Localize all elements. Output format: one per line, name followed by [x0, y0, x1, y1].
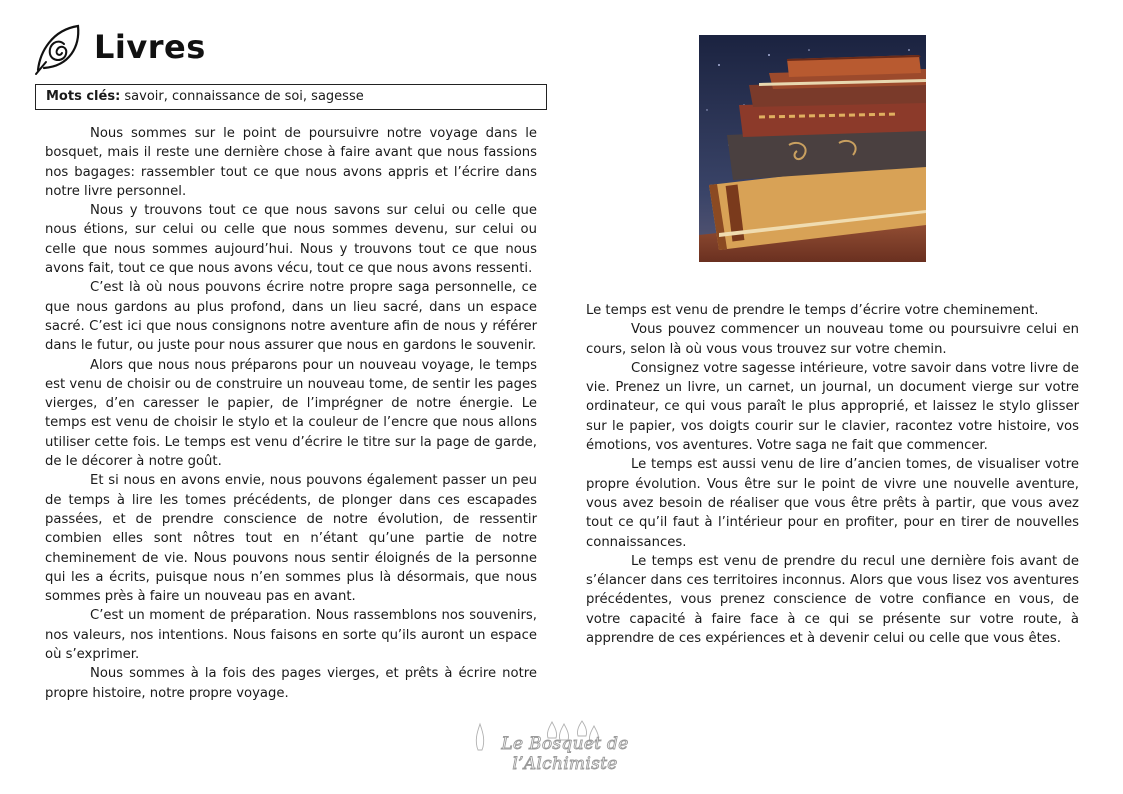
- paragraph: Le temps est aussi venu de lire d’ancien tomes, de visualiser votre propre évolution. Vous être sur le point de vivre une nouvelle aventure, vous avez besoin de réaliser que vous être prêts à partir, que vous avez tout ce qu’il faut à l’intérieur pour en profiter, pour en tirer de nouvelles connaissances.: [586, 457, 1079, 550]
- paragraph: Le temps est venu de prendre du recul une dernière fois avant de s’élancer dans ces territoires inconnus. Alors que vous lisez vos aventures précédentes, vous prenez conscience de votre confiance en vous, de votre capacité à faire face à ce qui se présente sur votre route, à apprendre de ces expériences et à devenir celui ou celle que vous êtes.: [586, 553, 1079, 647]
- paragraph: Nous sommes sur le point de poursuivre notre voyage dans le bosquet, mais il reste une dernière chose à faire avant que nous fassions nos bagages: rassembler tout ce que nous avons appris et l’écrire dans notre livre personnel.: [45, 126, 537, 199]
- paragraph: Nous y trouvons tout ce que nous savons sur celui ou celle que nous étions, sur celui ou celle que nous sommes devenu, sur celui ou celle que nous sommes aujourd’hui. Nous y trouvons tout ce que nous avons fait, tout ce que nous avons vécu, tout ce que nous avons ressenti.: [45, 203, 537, 277]
- brand-watermark: [470, 720, 660, 774]
- brand-name: Le Bosquet de l’Alchimiste: [501, 734, 629, 774]
- stacked-books-illustration: [699, 35, 926, 262]
- paragraph: Alors que nous nous préparons pour un nouveau voyage, le temps est venu de choisir ou de construire un nouveau tome, de sentir les pages vierges, d’en caresser le papier, de l’imprégner de notre énergie. Le temps est venu de choisir le stylo et la couleur de l’encre que nous allons utiliser cette fois. Le temps est venu d’écrire le titre sur la page de garde, de le décorer à notre goût.: [45, 357, 537, 470]
- paragraph: C’est là où nous pouvons écrire notre propre saga personnelle, ce que nous gardons au plus profond, dans un lieu sacré, dans un espace sacré. C’est ici que nous consignons notre aventure afin de nous y référer dans le futur, ou juste pour nous assurer que nous en gardons le souvenir.: [45, 280, 537, 354]
- paragraph: Consignez votre sagesse intérieure, votre savoir dans votre livre de vie. Prenez un livre, un carnet, un journal, un document vierge sur votre ordinateur, ce qui vous paraît le plus approprié, et laissez le stylo glisser sur le papier, vos doigts courir sur le clavier, racontez votre histoire, vos émotions, vos aventures. Votre saga ne fait que commencer.: [586, 360, 1079, 454]
- paragraph: Et si nous en avons envie, nous pouvons également passer un peu de temps à lire les tomes précédents, de plonger dans ces escapades passées, et de prendre conscience de notre évolution, de ressentir combien elles sont nôtres tout en n’étant qu’une partie de notre cheminement de vie. Nous pouvons nous sentir éloignés de la personne qui les a écrits, puisque nous n’en sommes plus là désormais, que nous sommes près à faire un nouveau pas en avant.: [45, 473, 537, 605]
- left-column: [45, 124, 537, 703]
- keywords-value: savoir, connaissance de soi, sagesse: [120, 89, 364, 104]
- page-title: Livres: [94, 28, 206, 66]
- paragraph: C’est un moment de préparation. Nous rassemblons nos souvenirs, nos valeurs, nos intentions. Nous faisons en sorte qu’ils auront un espace où s’exprimer.: [45, 608, 537, 663]
- paragraph: Vous pouvez commencer un nouveau tome ou poursuivre celui en cours, selon là où vous vous trouvez sur votre chemin.: [586, 322, 1079, 357]
- keywords-box: [35, 84, 547, 110]
- paragraph: Nous sommes à la fois des pages vierges, et prêts à écrire notre propre histoire, notre propre voyage.: [45, 666, 537, 701]
- keywords-label: Mots clés:: [46, 89, 121, 104]
- paragraph: Le temps est venu de prendre le temps d’écrire votre cheminement.: [586, 303, 1039, 318]
- right-column: [586, 301, 1079, 648]
- spiral-leaf-icon: [30, 22, 86, 78]
